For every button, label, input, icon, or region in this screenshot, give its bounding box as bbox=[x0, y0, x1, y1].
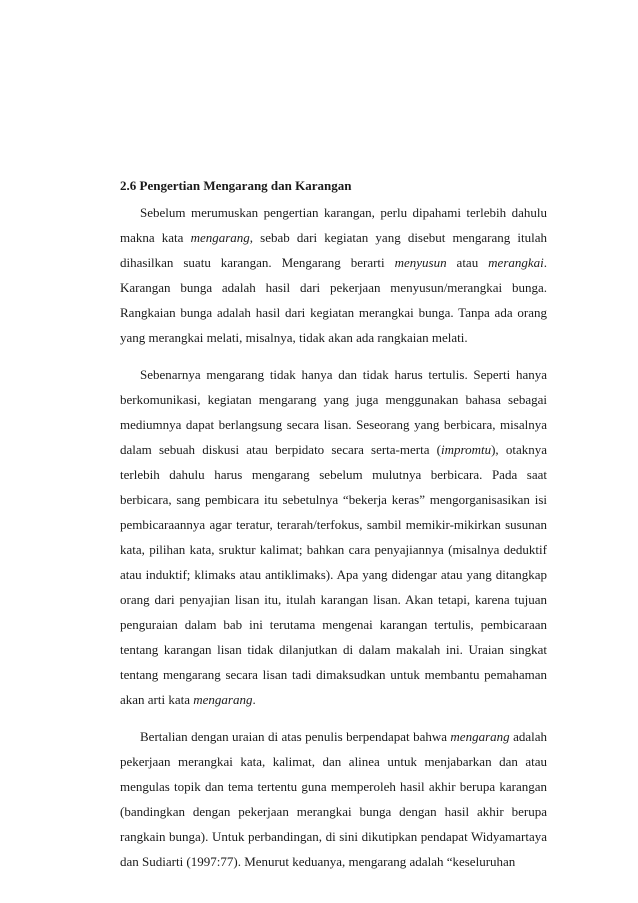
paragraph bbox=[120, 200, 547, 350]
text-line: atau induktif; klimaks atau antiklimaks). Apa yang didengar atau yang ditangkap bbox=[120, 567, 547, 582]
text-line: pembicaraannya agar teratur, terarah/terfokus, sambil memikir-mikirkan susunan bbox=[120, 517, 547, 532]
text-line: tentang karangan lisan tidak dilanjutkan di dalam makalah ini. Uraian singkat bbox=[120, 642, 547, 657]
section-heading: 2.6 Pengertian Mengarang dan Karangan bbox=[120, 178, 352, 193]
text-line: pekerjaan merangkai kata, kalimat, dan alinea untuk menjabarkan dan atau bbox=[120, 754, 547, 769]
text-line: dalam sebuah diskusi atau berpidato secara serta-merta (impromtu), otaknya bbox=[120, 442, 547, 457]
paragraph bbox=[120, 724, 547, 874]
text-line: Karangan bunga adalah hasil dari pekerjaan menyusun/merangkai bunga. bbox=[120, 280, 547, 295]
text-line: dihasilkan suatu karangan. Mengarang berarti menyusun atau merangkai. bbox=[120, 255, 548, 270]
text-line: terlebih dahulu harus mengarang sebelum mulutnya berbicara. Pada saat bbox=[120, 467, 547, 482]
text-line: Bertalian dengan uraian di atas penulis berpendapat bahwa mengarang adalah bbox=[140, 729, 547, 744]
text-line: mediumnya dapat berlangsung secara lisan. Seseorang yang berbicara, misalnya bbox=[120, 417, 547, 432]
text-line: berkomunikasi, kegiatan mengarang yang juga menggunakan bahasa sebagai bbox=[120, 392, 547, 407]
text-line: orang dari penyajian lisan itu, itulah karangan lisan. Akan tetapi, karena tujuan bbox=[120, 592, 547, 607]
text-line: Sebelum merumuskan pengertian karangan, perlu dipahami terlebih dahulu bbox=[140, 205, 547, 220]
text-line: mengulas topik dan tema tertentu guna memperoleh hasil akhir berupa karangan bbox=[120, 779, 547, 794]
text-line: (bandingkan dengan pekerjaan merangkai bunga dengan hasil akhir berupa bbox=[120, 804, 547, 819]
text-line: yang merangkai melati, misalnya, tidak akan ada rangkaian melati. bbox=[120, 330, 468, 345]
text-line: penguraian dalam bab ini terutama mengenai karangan tertulis, pembicaraan bbox=[120, 617, 547, 632]
text-line: makna kata mengarang, sebab dari kegiatan yang disebut mengarang itulah bbox=[120, 230, 547, 245]
text-line: Rangkaian bunga adalah hasil dari kegiatan merangkai bunga. Tanpa ada orang bbox=[120, 305, 547, 320]
text-line: rangkain bunga). Untuk perbandingan, di sini dikutipkan pendapat Widyamartaya bbox=[120, 829, 547, 844]
paragraph bbox=[120, 362, 547, 712]
text-line: kata, pilihan kata, sruktur kalimat; bahkan cara penyajiannya (misalnya deduktif bbox=[120, 542, 547, 557]
body-text bbox=[120, 200, 547, 886]
text-line: akan arti kata mengarang. bbox=[120, 692, 256, 707]
text-line: tentang mengarang secara lisan tadi dimaksudkan untuk membantu pemahaman bbox=[120, 667, 547, 682]
text-line: berbicara, sang pembicara itu sebetulnya “bekerja keras” mengorganisasikan isi bbox=[120, 492, 547, 507]
text-line: Sebenarnya mengarang tidak hanya dan tidak harus tertulis. Seperti hanya bbox=[140, 367, 547, 382]
text-line: dan Sudiarti (1997:77). Menurut keduanya, mengarang adalah “keseluruhan bbox=[120, 854, 516, 869]
